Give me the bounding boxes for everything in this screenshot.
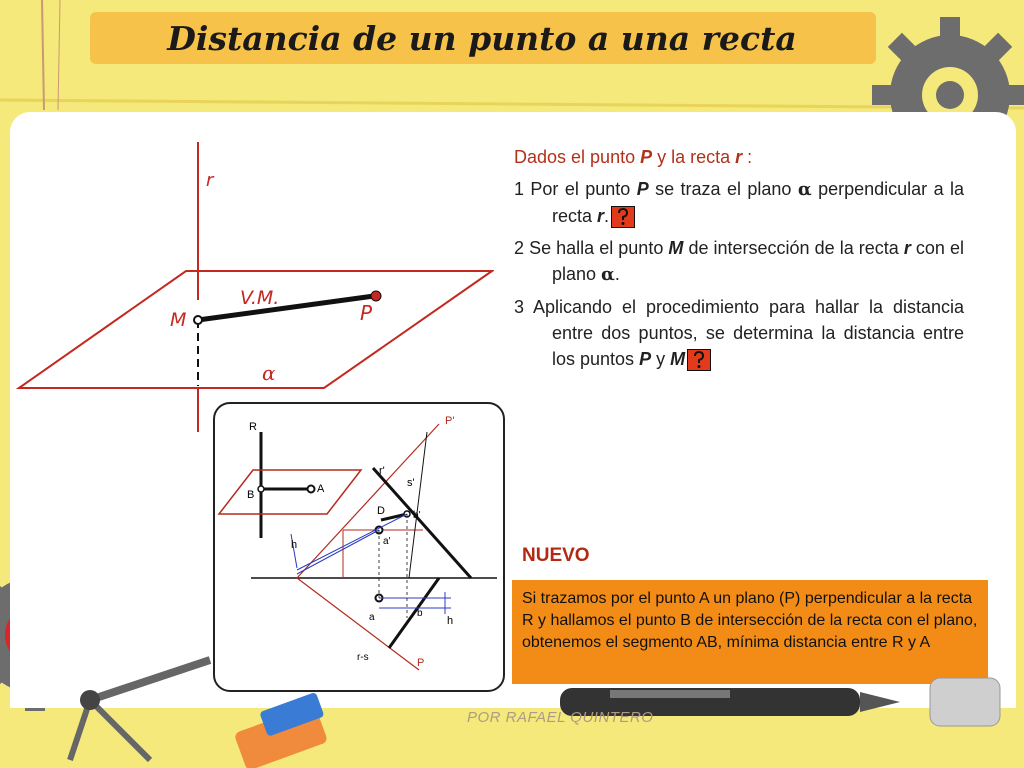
inset-label-Pprime: P' — [445, 415, 455, 427]
step-3: 3 Aplicando el procedimiento para hallar la distancia entre dos puntos, se determina la distancia entre los puntos P y M — [514, 294, 964, 372]
author-credit: POR RAFAEL QUINTERO — [467, 709, 654, 726]
label-r: r — [206, 170, 214, 191]
compass-icon — [70, 660, 210, 760]
sharpener-icon — [930, 678, 1000, 726]
nuevo-heading: NUEVO — [522, 545, 590, 566]
point-p — [371, 291, 381, 301]
point-m — [194, 316, 202, 324]
step-2: 2 Se halla el punto M de intersección de la recta r con el plano α. — [514, 238, 964, 285]
inset-label-b: b — [417, 608, 423, 619]
label-m: M — [170, 309, 187, 331]
inset-label-aprime: a' — [383, 536, 391, 547]
inset-label-rs: r-s — [357, 652, 369, 663]
label-p: P — [360, 301, 373, 325]
inset-label-sprime: s' — [407, 477, 415, 489]
tools-decoration — [0, 640, 1024, 768]
inset-label-R: R — [249, 421, 257, 433]
inset-label-rprime: r' — [379, 465, 385, 477]
inset-label-h: h — [291, 539, 298, 551]
explanation-text — [514, 144, 964, 378]
note-box: Si trazamos por el punto A un plano (P) perpendicular a la recta R y hallamos el punto B de intersección de la recta con el plano, obtenemos el segmento AB, mínima distancia entre R y A — [512, 580, 988, 684]
step-1: 1 Por el punto P se traza el plano α perpendicular a la recta r. — [514, 176, 964, 229]
label-alpha: α — [262, 361, 276, 385]
page-title: Distancia de un punto a una recta — [167, 19, 797, 58]
help-icon[interactable] — [687, 349, 711, 371]
inset-label-bprime: b' — [413, 510, 421, 521]
eraser-icon — [234, 692, 328, 768]
intro-line: Dados el punto P y la recta r : — [514, 147, 753, 167]
inset-label-P: P — [417, 657, 425, 669]
segment-vm — [198, 296, 374, 320]
inset-label-A: A — [317, 483, 325, 495]
inset-label-h2: h — [447, 615, 454, 627]
perspective-diagram — [14, 120, 494, 436]
label-vm: V.M. — [240, 287, 280, 309]
inset-label-a: a — [369, 612, 375, 623]
help-icon[interactable] — [611, 206, 635, 228]
inset-label-B: B — [247, 489, 255, 501]
inset-label-D: D — [377, 505, 385, 517]
